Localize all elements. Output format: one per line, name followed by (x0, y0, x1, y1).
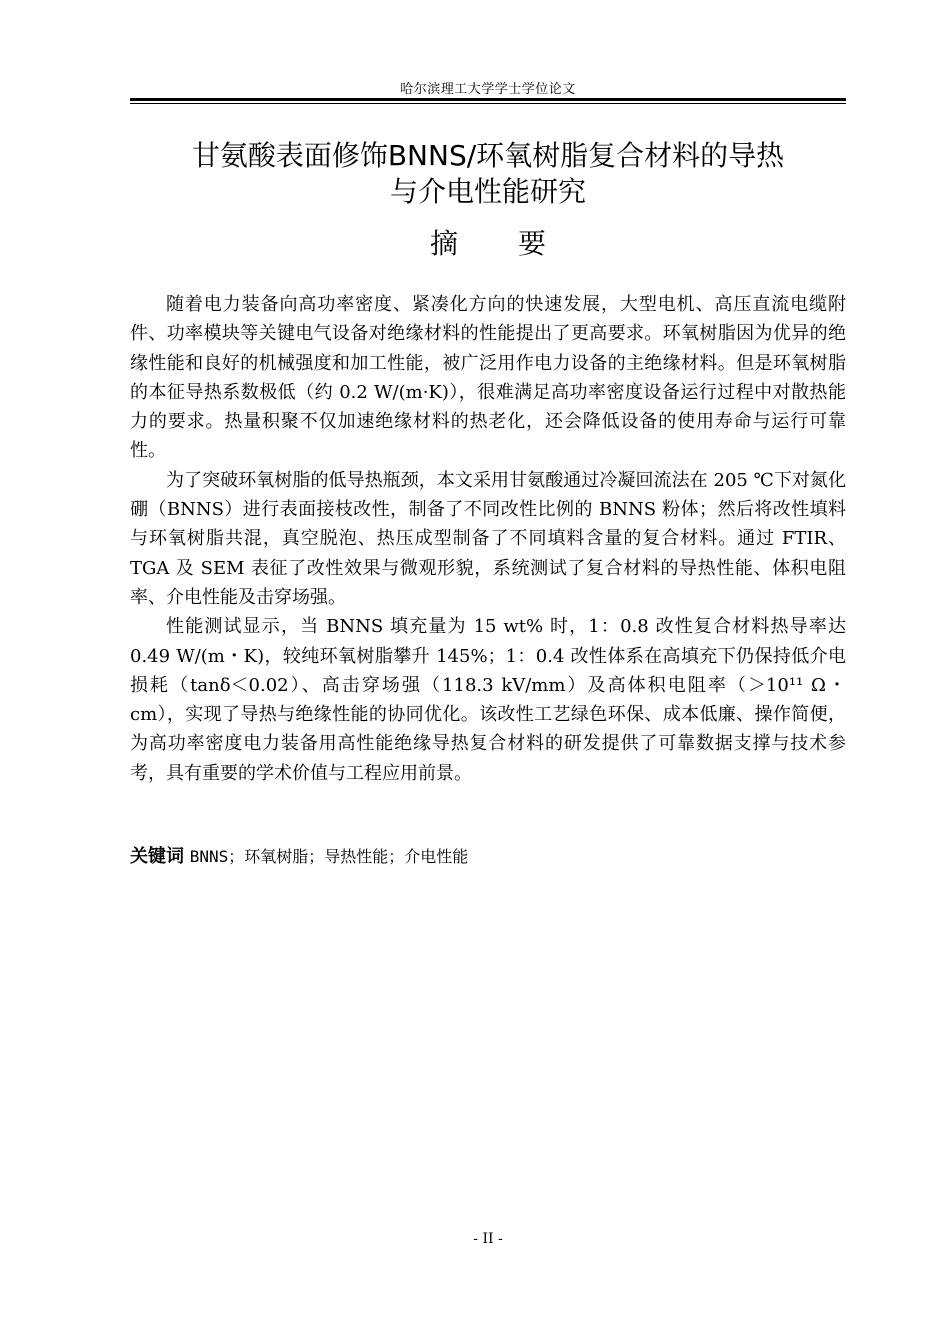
abstract-body (130, 290, 846, 788)
abstract-paragraph-2: 为了突破环氧树脂的低导热瓶颈，本文采用甘氨酸通过冷凝回流法在 205 ℃下对氮化硼（BNNS）进行表面接枝改性，制备了不同改性比例的 BNNS 粉体；然后将改性填料与环氧树脂共混，真空脱泡、热压成型制备了不同填料含量的复合材料。通过 FTIR、TGA 及 SEM 表征了改性效果与微观形貌，系统测试了复合材料的导热性能、体积电阻率、介电性能及击穿场强。 (130, 469, 846, 608)
abstract-paragraph-3: 性能测试显示，当 BNNS 填充量为 15 wt% 时，1：0.8 改性复合材料热导率达 0.49 W/(m・K)，较纯环氧树脂攀升 145%；1：0.4 改性体系在高填充下仍保持低介电损耗（tanδ＜0.02）、高击穿场强（118.3 kV/mm）及高体积电阻率（＞10¹¹ Ω・cm），实现了导热与绝缘性能的协同优化。该改性工艺绿色环保、成本低廉、操作简便，为高功率密度电力装备用高性能绝缘导热复合材料的研发提供了可靠数据支撑与技术参考，具有重要的学术价值与工程应用前景。 (130, 616, 846, 784)
running-header: 哈尔滨理工大学学士学位论文 (400, 82, 576, 97)
title-line-1: 甘氨酸表面修饰BNNS/环氧树脂复合材料的导热 (191, 139, 785, 172)
header-rule-thick (130, 98, 846, 101)
keywords-values: BNNS；环氧树脂；导热性能；介电性能 (189, 847, 469, 866)
header-rule-thin (130, 103, 846, 104)
thesis-title (130, 138, 846, 210)
keywords-line (130, 843, 846, 871)
page-number: - II - (473, 1231, 503, 1247)
keywords-label: 关键词 (130, 846, 184, 867)
abstract-heading: 摘要 (429, 227, 606, 260)
abstract-paragraph-1: 随着电力装备向高功率密度、紧凑化方向的快速发展，大型电机、高压直流电缆附件、功率模块等关键电气设备对绝缘材料的性能提出了更高要求。环氧树脂因为优异的绝缘性能和良好的机械强度和加工性能，被广泛用作电力设备的主绝缘材料。但是环氧树脂的本征导热系数极低（约 0.2 W/(m·K)），很难满足高功率密度设备运行过程中对散热能力的要求。热量积聚不仅加速绝缘材料的热老化，还会降低设备的使用寿命与运行可靠性。 (130, 294, 846, 462)
title-line-2: 与介电性能研究 (389, 175, 586, 208)
